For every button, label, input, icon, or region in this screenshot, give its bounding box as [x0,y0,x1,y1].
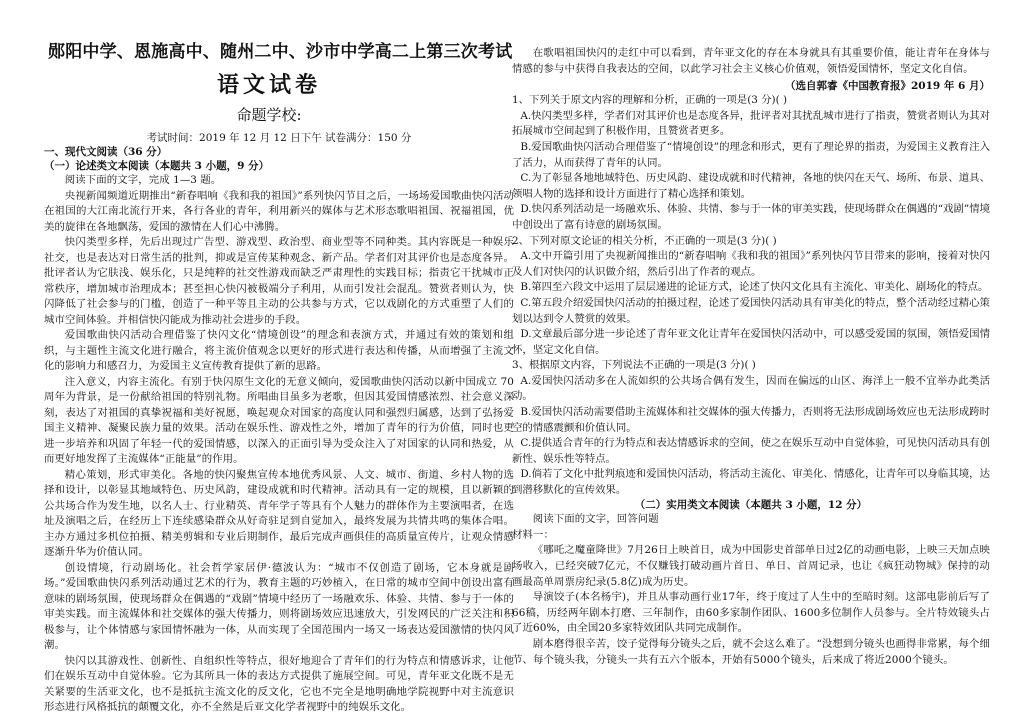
subsection-heading: （二）实用类文本阅读（本题共 3 小题，12 分） [634,498,868,511]
option: B.第四至六段文中运用了层层递进的论证方式，论述了快闪文化具有主流化、审美化、剧场化的特点。 [520,281,989,294]
paragraph: 央视新闻频道近期推出“新春唱响《我和我的祖国》”系列快闪节目之后，一场场爱国歌曲快闪活动在祖国的大江南北流行开来，各行各业的青年，利用新兴的媒体与艺术形态歌唱祖国、祝福祖国，优美的旋律在各地飘荡，爱国的激情在人们心中沸腾。 [44,189,514,233]
option: C.第五段介绍爱国快闪活动的拍摄过程，论述了爱国快闪活动具有审美化的特点，整个活动经过精心策划以达到令人赞赏的效果。 [512,296,990,325]
paragraph: 剧本磨得很辛苦，饺子觉得每分镜头之后，就不会这么难了。“没想到分镜头也画得非常累，每个细节、每个镜头我，分镜头一共有五六个版本，开始有5000个镜头，后来成了将近2000个镜头。 [512,637,990,666]
instruction: 阅读下面的文字，完成 1—3 题。 [64,174,222,187]
paragraph: 爱国歌曲快闪活动合理借鉴了快闪文化“情境创设”的理念和表演方式，并通过有效的策划和组织，与主题性主流文化进行融合，将主流价值观念以更好的形式进行表达和传播，从而增强了主流文化的影响力和感召力，为爱国主义宣传教育提供了新的思路。 [44,329,514,373]
option: D.文章最后部分进一步论述了青年亚文化让青年在爱国快闪活动中，可以感受爱国的氛围，领悟爱国情怀，坚定文化自信。 [512,328,990,356]
source-citation: （选自郭睿《中国教育报》2019 年 6 月） [785,80,990,93]
paragraph: 导演饺子(本名杨宇)，并且从事动画行业17年，终于度过了人生中的至暗时刻。这部电影前后写了66稿，历经两年剧本打磨、三年制作，由60多家制作团队、1600多位制作人员参与。全片特效镜头占了近60%，由全国20多家特效团队共同完成制作。 [512,591,990,635]
option: D.倘若了文化中批判痕迹和爱国快闪活动，将活动主流化、审美化、情感化，让青年可以身临其境，达到潜移默化的宣传效果。 [512,468,990,497]
exam-title: 郧阳中学、恩施高中、随州二中、沙市中学高二上第三次考试 [48,42,513,62]
question-1: 1、下列关于原文内容的理解和分析，正确的一项是(3 分)( ) [512,94,788,107]
option: A.爱国快闪活动多在人流如织的公共场合偶有发生，因而在偏远的山区、海洋上一般不宜举办此类活动。 [512,374,990,403]
paragraph: 《哪吒之魔童降世》7月26日上映首日，成为中国影史首部单日过2亿的动画电影，上映三天加点映场收入，已经突破7亿元，不仅赚钱打破动画片首日、单日、首周记录，也让《疯狂动物城》保持的动画最高单周票房纪录(5.8亿)成为历史。 [512,544,990,588]
subject-title: 语文试卷 [216,72,321,98]
school-label: 命题学校: [236,106,302,124]
paragraph: 创设情境，行动剧场化。社会哲学家居伊·德波认为：“城市不仅创造了剧场，它本身就是剧场。”爱国歌曲快闪系列活动通过艺术的行为，教育主题的巧妙植入，在日常的城市空间中创设出富有意味的剧场氛围，使现场群众在偶遇的“戏剧”情境中经历了一场融欢乐、体验、共情、参与于一体的审美实践。而主流媒体和社交媒体的强大传播力，则将剧场效应迅速放大，引发网民的广泛关注和积极参与，让个体情感与家国情怀融为一体，从而实现了全国范围内一场又一场表达爱国激情的快闪风潮。 [44,561,514,652]
section-heading: 一、现代文阅读（36 分） [44,146,168,158]
instruction: 阅读下面的文字，回答问题 [532,513,659,526]
option: A.快闪类型多样，学者们对其评价也是态度各异，批评者对其扰乱城市进行了指责，赞赏者则认为其对拓展城市空间起到了积极作用，且赞赏者更多。 [512,109,990,138]
paragraph: 在歌唱祖国快闪的走红中可以看到，青年亚文化的存在本身就具有其重要价值，能让青年在身体与情感的参与中获得自我表达的空间，以此学习社会主义核心价值观，领悟爱国情怀，坚定文化自信。 [512,47,990,75]
option: A.文中开篇引用了央视新闻推出的“新春唱响《我和我的祖国》”系列快闪节目带来的影响，接着对快闪及人们对快闪的认识做介绍，然后引出了作者的观点。 [512,250,990,278]
question-3: 3、根据原文内容，下列说法不正确的一项是(3 分)( ) [512,359,756,372]
paragraph: 快闪类型多样，先后出现过广告型、游戏型、政治型、商业型等不同种类。其内容既是一种娱乐社交，也是表达对日常生活的批判，抑或是宣传某种观念、新产品。学者们对其评价也是态度各异。批评者认为它肤浅、娱乐化，只是纯粹的社交性游戏而缺乏严肃理性的实践目标；指责它干扰城市正常秩序，增加城市治理成本；甚至担心快闪被极端分子利用，从而引发社会混乱。赞赏者则认为，快闪降低了社会参与的门槛，创造了一种平等且主动的公共参与方式，它以戏剧化的方式重塑了人们的城市空间体验。并相信快闪能成为推动社会进步的手段。 [44,236,514,326]
option: C.为了彰显各地地域特色、历史风韵、建设成就和时代精神，各地的快闪在天气、场所、布景、道具、领唱人物的选择和设计方面进行了精心选择和策划。 [512,172,990,200]
material-label: 材料一： [512,528,554,541]
option: B.爱国快闪活动需要借助主流媒体和社交媒体的强大传播力，否则将无法形成剧场效应也无法形成跨时空的情感震颤和价值认同。 [512,406,990,434]
paragraph: 注入意义，内容主流化。有别于快闪原生文化的无意义倾向，爱国歌曲快闪活动以新中国成立 70 周年为背景，是一份献给祖国的特别礼物。所唱曲目虽多为老歌，但因其爱国情感浓烈、社会意义深刻，表达了对祖国的真挚祝福和美好祝愿，唤起观众对国家的高度认同和强烈归属感，达到了弘扬爱国主义精神、凝聚民族力量的效果。活动在娱乐性、游戏性之外，增加了青年的行为价值，同时也更进一步培养和巩固了年轻一代的爱国情感，以深入的正面引导为受众注入了对国家的认同和热爱，从而更好地发挥了主流媒体“正能量”的作用。 [44,375,514,466]
right-column [512,46,990,668]
paragraph: 精心策划，形式审美化。各地的快闪聚焦宣传本地优秀风景、人文、城市、街道、乡村人物的选择和设计，以彰显其地域特色、历史风韵，建设成就和时代精神。活动具有一定的规模，且以新颖的公共场合作为发生地，以名人士、行业精英、青年学子等具有个人魅力的群体作为主要演唱者，在选址及演唱之后，在经历上下连续感染群众从好奇驻足到自觉加入，最终发展为共情共鸣的集体合唱。主办方通过多机位拍摄、精美剪辑和专业后期制作，最后完成声画俱佳的高质量宣传片，让观众情感逐渐升华为价值认同。 [44,468,514,559]
paragraph: 快闪以其游戏性、创新性、自组织性等特点，很好地迎合了青年们的行为特点和情感诉求，让他们在娱乐互动中自觉体验。它为其所具一体的表达方式提供了施展空间。可见，青年亚文化既不是无关紧要的生活亚文化，也不是抵抗主流文化的反文化，它也不完全是地明确地学院视野中对主流意识形态进行风格抵抗的颠覆文化，亦不全然是后亚文化学者视野中的纯娱乐文化。 [44,654,514,714]
option: B.爱国歌曲快闪活动合理借鉴了“情境创设”的理念和形式，更有了理论界的指责，为爱国主义教育注入了活力，从而获得了青年的认同。 [512,140,990,169]
option: C.提供适合青年的行为特点和表达情感诉求的空间，使之在娱乐互动中自觉体验，可见快闪活动具有创新性、娱乐性等特点。 [512,437,990,465]
subsection-heading: （一）论述类文本阅读（本题共 3 小题，9 分） [44,159,270,172]
left-column [44,42,514,716]
option: D.快闪系列活动是一场融欢乐、体验、共情、参与于一体的审美实践，使现场群众在偶遇的“戏剧”情境中创设出了富有诗意的剧场氛围。 [512,203,990,231]
question-2: 2、下列对原文论证的相关分析，不正确的一项是(3 分)( ) [512,234,777,247]
exam-info: 考试时间：2019 年 12 月 12 日下午 试卷满分：150 分 [146,132,412,144]
